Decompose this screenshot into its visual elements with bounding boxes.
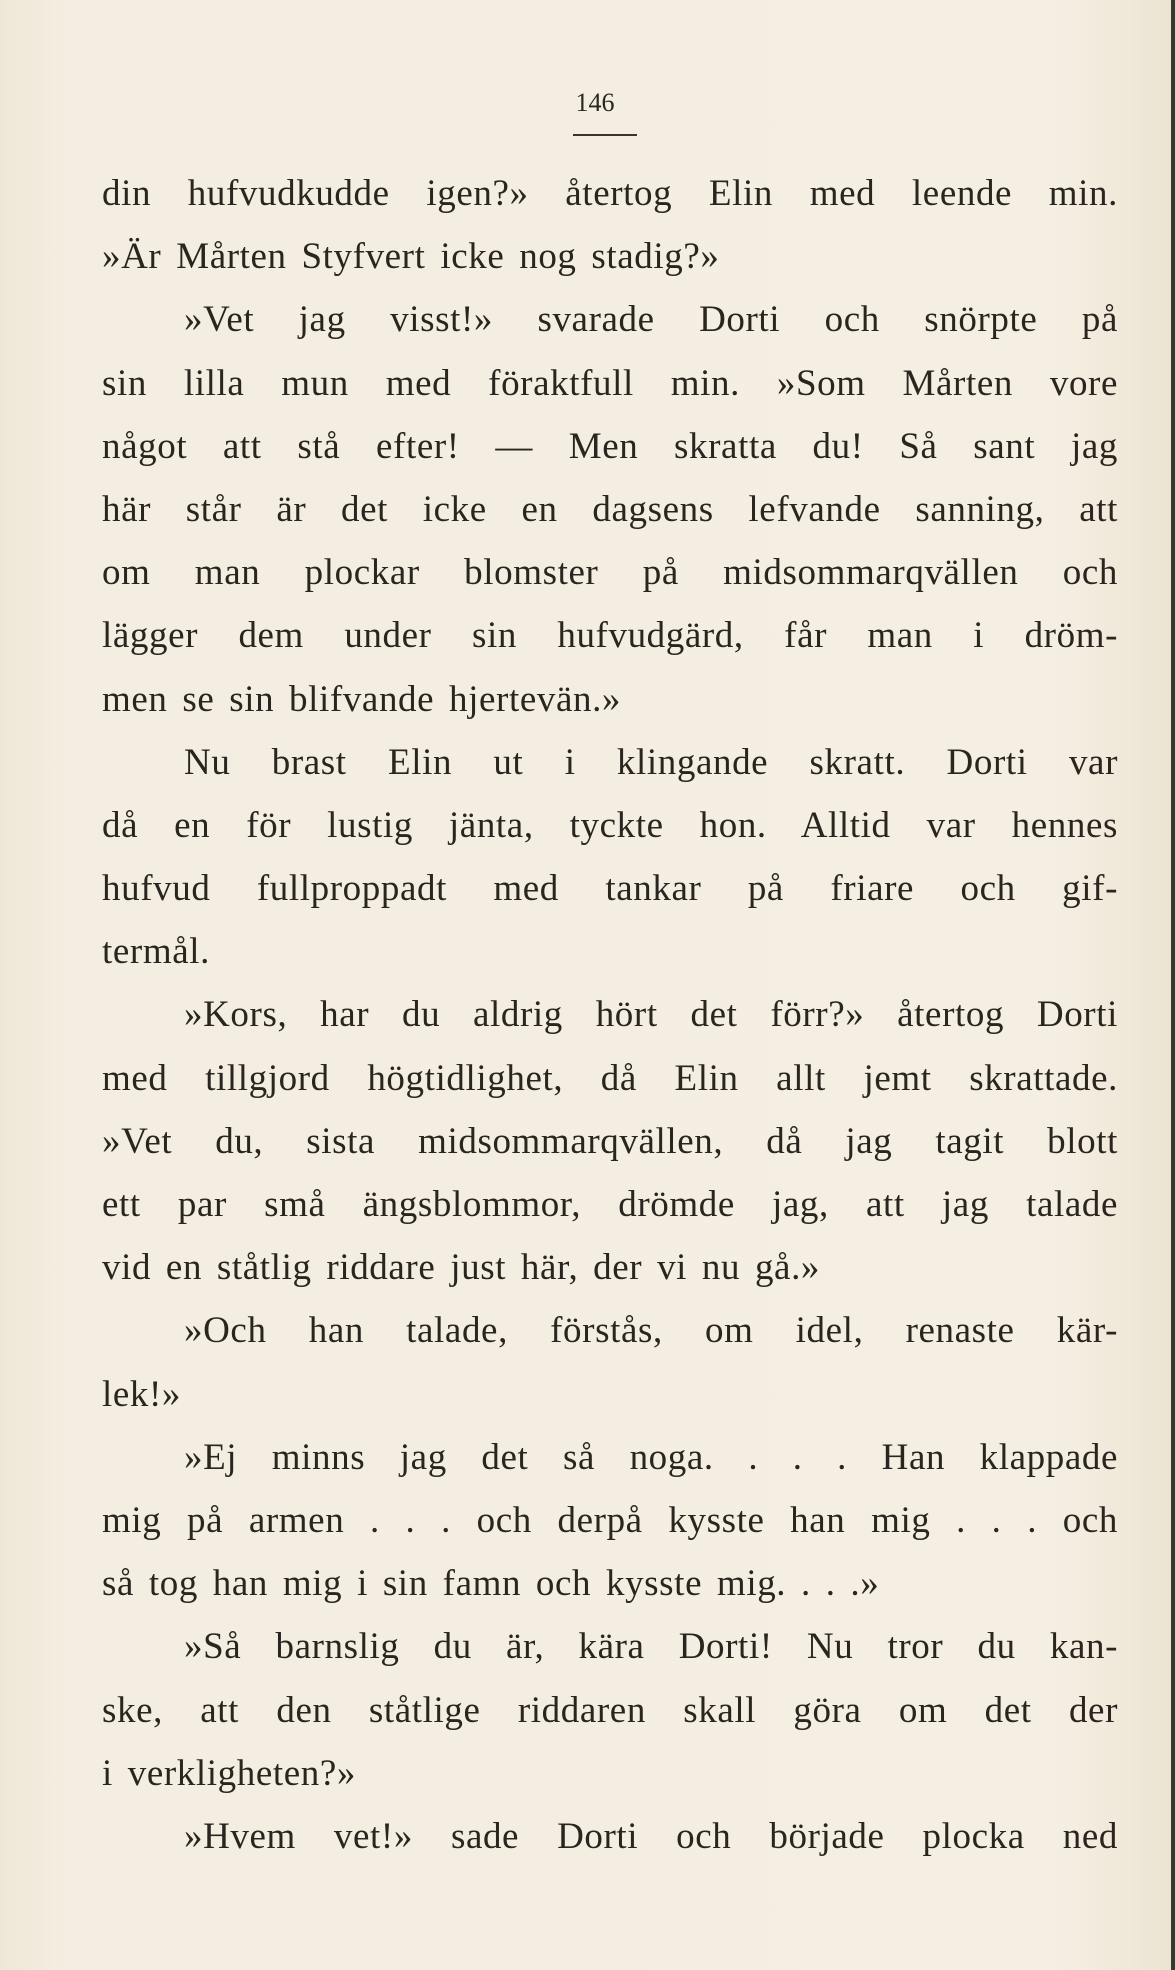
text-line: termål. — [102, 931, 210, 973]
text-line: »Och han talade, förstås, om idel, renaste kär- — [184, 1310, 1118, 1352]
text-line: i verkligheten?» — [102, 1752, 356, 1794]
text-line: »Ej minns jag det så noga. . . . Han klappade — [184, 1436, 1118, 1478]
text-line: lek!» — [102, 1373, 182, 1415]
body-text — [102, 162, 1118, 1868]
text-line: men se sin blifvande hjertevän.» — [102, 678, 622, 720]
page-edge — [1171, 0, 1175, 1970]
text-line: ske, att den ståtlige riddaren skall göra om det der — [102, 1689, 1118, 1731]
text-line: då en för lustig jänta, tyckte hon. Alltid var hennes — [102, 804, 1118, 846]
text-line: »Så barnslig du är, kära Dorti! Nu tror du kan- — [184, 1626, 1118, 1668]
page-number: 146 — [575, 88, 615, 117]
text-line: sin lilla mun med föraktfull min. »Som Mårten vore — [102, 362, 1118, 404]
text-line: mig på armen . . . och derpå kysste han mig . . . och — [102, 1499, 1118, 1541]
text-line: lägger dem under sin hufvudgärd, får man i dröm- — [102, 615, 1118, 657]
text-line: »Är Mårten Styfvert icke nog stadig?» — [102, 236, 720, 278]
text-line: vid en ståtlig riddare just här, der vi nu gå.» — [102, 1247, 821, 1289]
text-line: här står är det icke en dagsens lefvande sanning, att — [102, 488, 1118, 530]
text-line: om man plockar blomster på midsommarqvällen och — [102, 552, 1118, 594]
text-line: ett par små ängsblommor, drömde jag, att jag talade — [102, 1184, 1118, 1225]
text-line: din hufvudkudde igen?» återtog Elin med leende min. — [102, 173, 1118, 214]
text-line: »Kors, har du aldrig hört det förr?» återtog Dorti — [184, 994, 1118, 1036]
header-rule — [573, 134, 637, 136]
text-line: hufvud fullproppadt med tankar på friare och gif- — [102, 868, 1118, 910]
text-line: Nu brast Elin ut i klingande skratt. Dorti var — [184, 741, 1118, 783]
text-line: något att stå efter! — Men skratta du! Så sant jag — [102, 425, 1118, 467]
text-line: »Hvem vet!» sade Dorti och började plocka ned — [184, 1815, 1118, 1857]
text-line: så tog han mig i sin famn och kysste mig. . . .» — [102, 1563, 880, 1605]
text-line: med tillgjord högtidlighet, då Elin allt jemt skrattade. — [102, 1057, 1118, 1099]
text-line: »Vet jag visst!» svarade Dorti och snörpte på — [184, 299, 1118, 341]
text-line: »Vet du, sista midsommarqvällen, då jag tagit blott — [102, 1120, 1118, 1162]
